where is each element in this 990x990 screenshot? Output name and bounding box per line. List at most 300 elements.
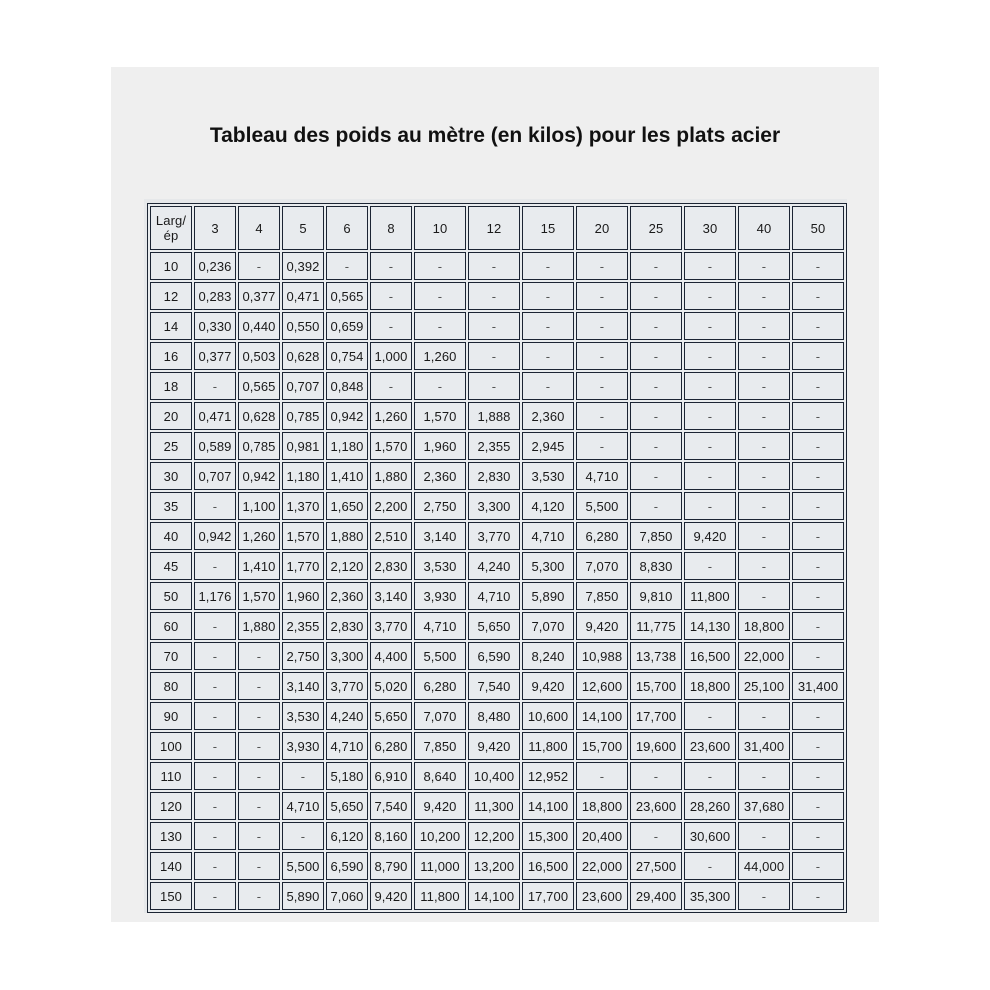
row-header-width: 90	[150, 702, 192, 730]
weight-cell: 0,503	[238, 342, 280, 370]
weight-cell: 11,800	[414, 882, 466, 910]
weight-cell: -	[414, 312, 466, 340]
weight-cell: -	[238, 702, 280, 730]
weight-cell: -	[792, 882, 844, 910]
weight-cell: 6,910	[370, 762, 412, 790]
row-header-width: 100	[150, 732, 192, 760]
weight-cell: -	[576, 312, 628, 340]
weight-cell: 5,020	[370, 672, 412, 700]
weight-cell: -	[282, 822, 324, 850]
weight-cell: 0,848	[326, 372, 368, 400]
weight-cell: 0,377	[238, 282, 280, 310]
table-row	[150, 462, 844, 490]
weight-cell: 0,589	[194, 432, 236, 460]
table-row	[150, 882, 844, 910]
weight-cell: 1,880	[370, 462, 412, 490]
weight-cell: 5,650	[370, 702, 412, 730]
weight-cell: 19,600	[630, 732, 682, 760]
weight-cell: -	[414, 282, 466, 310]
weight-cell: -	[522, 312, 574, 340]
weight-cell: 30,600	[684, 822, 736, 850]
weight-cell: -	[238, 852, 280, 880]
row-header-width: 70	[150, 642, 192, 670]
weight-cell: 0,550	[282, 312, 324, 340]
weight-cell: -	[738, 462, 790, 490]
weight-cell: 1,650	[326, 492, 368, 520]
weight-cell: -	[684, 372, 736, 400]
row-header-width: 60	[150, 612, 192, 640]
weight-cell: 3,530	[522, 462, 574, 490]
weight-cell: 13,200	[468, 852, 520, 880]
table-row	[150, 432, 844, 460]
weight-cell: 2,750	[282, 642, 324, 670]
weight-cell: -	[522, 252, 574, 280]
weight-cell: -	[194, 492, 236, 520]
weight-cell: 1,570	[370, 432, 412, 460]
weight-cell: -	[738, 702, 790, 730]
weight-cell: 4,240	[468, 552, 520, 580]
column-header-thickness: 6	[326, 206, 368, 250]
weight-cell: -	[414, 252, 466, 280]
weight-cell: 3,140	[282, 672, 324, 700]
weight-cell: -	[630, 432, 682, 460]
weight-cell: 5,890	[282, 882, 324, 910]
table-row	[150, 552, 844, 580]
weight-cell: 4,400	[370, 642, 412, 670]
weight-cell: -	[194, 792, 236, 820]
weight-cell: 25,100	[738, 672, 790, 700]
weight-cell: -	[792, 402, 844, 430]
column-header-thickness: 10	[414, 206, 466, 250]
weight-cell: 6,280	[414, 672, 466, 700]
weight-cell: 18,800	[684, 672, 736, 700]
weight-cell: 2,200	[370, 492, 412, 520]
weight-cell: 1,888	[468, 402, 520, 430]
weight-cell: 10,600	[522, 702, 574, 730]
table-body	[150, 252, 844, 910]
table-row	[150, 852, 844, 880]
weight-cell: 4,240	[326, 702, 368, 730]
weight-cell: 0,283	[194, 282, 236, 310]
weight-cell: 3,140	[414, 522, 466, 550]
weight-cell: 0,981	[282, 432, 324, 460]
weight-cell: -	[194, 702, 236, 730]
weight-cell: 22,000	[738, 642, 790, 670]
weight-cell: 1,570	[282, 522, 324, 550]
weight-cell: 11,775	[630, 612, 682, 640]
weight-cell: -	[468, 372, 520, 400]
weight-cell: -	[238, 792, 280, 820]
weight-cell: -	[792, 642, 844, 670]
weight-cell: -	[792, 762, 844, 790]
weight-cell: 3,300	[326, 642, 368, 670]
weight-cell: 22,000	[576, 852, 628, 880]
table-row	[150, 762, 844, 790]
weight-cell: 7,070	[576, 552, 628, 580]
weight-cell: 15,700	[630, 672, 682, 700]
weight-cell: 37,680	[738, 792, 790, 820]
row-header-width: 14	[150, 312, 192, 340]
weight-cell: 0,628	[282, 342, 324, 370]
weight-cell: 17,700	[630, 702, 682, 730]
weight-cell: 8,830	[630, 552, 682, 580]
weight-cell: 17,700	[522, 882, 574, 910]
weight-cell: -	[194, 732, 236, 760]
weight-cell: 0,471	[194, 402, 236, 430]
weight-cell: -	[630, 282, 682, 310]
weight-cell: -	[738, 312, 790, 340]
weight-cell: 11,000	[414, 852, 466, 880]
weight-cell: 23,600	[630, 792, 682, 820]
weight-cell: 5,500	[282, 852, 324, 880]
weight-cell: 5,890	[522, 582, 574, 610]
weight-cell: 5,500	[576, 492, 628, 520]
weight-cell: -	[738, 582, 790, 610]
weight-cell: 3,300	[468, 492, 520, 520]
row-header-width: 130	[150, 822, 192, 850]
weight-cell: 2,510	[370, 522, 412, 550]
weight-cell: -	[792, 252, 844, 280]
weight-cell: 11,800	[684, 582, 736, 610]
weight-cell: -	[630, 762, 682, 790]
weight-cell: 4,710	[522, 522, 574, 550]
weight-cell: 2,360	[522, 402, 574, 430]
weight-cell: -	[738, 822, 790, 850]
weight-cell: 9,420	[370, 882, 412, 910]
weight-cell: -	[468, 342, 520, 370]
weight-cell: -	[194, 372, 236, 400]
weight-cell: 1,176	[194, 582, 236, 610]
weight-cell: 8,480	[468, 702, 520, 730]
column-header-thickness: 40	[738, 206, 790, 250]
weight-cell: 7,540	[468, 672, 520, 700]
table-row	[150, 372, 844, 400]
weight-cell: 0,471	[282, 282, 324, 310]
weight-cell: 0,785	[238, 432, 280, 460]
weight-cell: -	[792, 852, 844, 880]
weight-cell: 16,500	[522, 852, 574, 880]
row-header-width: 30	[150, 462, 192, 490]
weight-cell: 0,707	[194, 462, 236, 490]
weight-cell: 3,530	[282, 702, 324, 730]
weight-cell: -	[792, 732, 844, 760]
weight-cell: -	[738, 402, 790, 430]
weight-cell: 6,280	[576, 522, 628, 550]
weight-cell: 14,130	[684, 612, 736, 640]
weight-cell: 4,710	[326, 732, 368, 760]
weight-cell: 1,570	[238, 582, 280, 610]
weight-cell: 13,738	[630, 642, 682, 670]
weight-cell: 10,400	[468, 762, 520, 790]
weight-cell: 1,880	[326, 522, 368, 550]
weight-cell: 9,420	[522, 672, 574, 700]
weight-cell: -	[194, 762, 236, 790]
weight-cell: -	[630, 252, 682, 280]
weight-cell: -	[576, 372, 628, 400]
weight-cell: 0,942	[326, 402, 368, 430]
weight-cell: 4,710	[414, 612, 466, 640]
weight-cell: -	[238, 642, 280, 670]
weight-cell: -	[630, 342, 682, 370]
weight-cell: 1,000	[370, 342, 412, 370]
table-row	[150, 282, 844, 310]
row-header-width: 18	[150, 372, 192, 400]
weight-cell: 1,410	[238, 552, 280, 580]
table-row	[150, 252, 844, 280]
weight-cell: -	[370, 312, 412, 340]
weight-cell: 1,260	[370, 402, 412, 430]
weight-cell: -	[238, 672, 280, 700]
weight-cell: 8,160	[370, 822, 412, 850]
weight-cell: 1,770	[282, 552, 324, 580]
weight-cell: 3,770	[468, 522, 520, 550]
weight-cell: 0,628	[238, 402, 280, 430]
weight-cell: -	[792, 432, 844, 460]
weight-cell: -	[630, 462, 682, 490]
weight-cell: 28,260	[684, 792, 736, 820]
row-header-width: 110	[150, 762, 192, 790]
column-header-thickness: 12	[468, 206, 520, 250]
weight-cell: -	[684, 342, 736, 370]
weight-cell: 5,180	[326, 762, 368, 790]
weight-cell: 14,100	[576, 702, 628, 730]
weight-cell: 0,440	[238, 312, 280, 340]
row-header-width: 50	[150, 582, 192, 610]
weight-cell: -	[522, 342, 574, 370]
row-header-width: 35	[150, 492, 192, 520]
weight-cell: 12,600	[576, 672, 628, 700]
row-header-width: 20	[150, 402, 192, 430]
weight-cell: 2,355	[282, 612, 324, 640]
weight-cell: 3,530	[414, 552, 466, 580]
weight-cell: 10,988	[576, 642, 628, 670]
table-row	[150, 702, 844, 730]
weight-cell: -	[194, 552, 236, 580]
weight-cell: 0,942	[194, 522, 236, 550]
weight-cell: 7,070	[522, 612, 574, 640]
weight-cell: -	[194, 612, 236, 640]
weight-cell: -	[414, 372, 466, 400]
weight-cell: -	[370, 372, 412, 400]
weight-cell: -	[194, 672, 236, 700]
weight-cell: 12,200	[468, 822, 520, 850]
weight-cell: 18,800	[738, 612, 790, 640]
table-container	[144, 199, 847, 913]
weight-cell: -	[630, 402, 682, 430]
weight-cell: -	[738, 522, 790, 550]
weight-cell: -	[194, 822, 236, 850]
weight-cell: -	[576, 342, 628, 370]
weight-cell: -	[238, 882, 280, 910]
weight-cell: 1,260	[414, 342, 466, 370]
weight-cell: 18,800	[576, 792, 628, 820]
table-row	[150, 342, 844, 370]
weight-cell: 1,180	[326, 432, 368, 460]
weight-cell: 5,500	[414, 642, 466, 670]
weight-cell: 8,790	[370, 852, 412, 880]
weight-cell: -	[738, 882, 790, 910]
weight-cell: -	[738, 342, 790, 370]
weight-cell: 0,754	[326, 342, 368, 370]
weight-cell: 4,710	[576, 462, 628, 490]
weight-cell: -	[576, 252, 628, 280]
weight-cell: 0,785	[282, 402, 324, 430]
weight-cell: 9,420	[576, 612, 628, 640]
weight-cell: -	[792, 372, 844, 400]
table-row	[150, 792, 844, 820]
weight-cell: 7,070	[414, 702, 466, 730]
weight-cell: 3,770	[370, 612, 412, 640]
weight-cell: -	[630, 372, 682, 400]
weight-cell: -	[194, 852, 236, 880]
weight-cell: 2,355	[468, 432, 520, 460]
weight-cell: 14,100	[468, 882, 520, 910]
weight-cell: 16,500	[684, 642, 736, 670]
weight-cell: -	[576, 402, 628, 430]
weight-cell: -	[194, 642, 236, 670]
weight-cell: 5,650	[326, 792, 368, 820]
weight-cell: -	[684, 702, 736, 730]
table-row	[150, 492, 844, 520]
weight-cell: -	[738, 252, 790, 280]
weight-cell: 1,880	[238, 612, 280, 640]
weight-cell: 0,377	[194, 342, 236, 370]
weight-cell: -	[684, 282, 736, 310]
weight-cell: -	[370, 282, 412, 310]
table-row	[150, 732, 844, 760]
weight-cell: 7,850	[630, 522, 682, 550]
weight-cell: 0,236	[194, 252, 236, 280]
header-row	[150, 206, 844, 250]
row-header-width: 12	[150, 282, 192, 310]
weight-cell: -	[576, 282, 628, 310]
weight-cell: -	[468, 282, 520, 310]
column-header-thickness: 25	[630, 206, 682, 250]
weight-cell: -	[238, 732, 280, 760]
weight-cell: -	[468, 312, 520, 340]
weight-cell: 2,830	[468, 462, 520, 490]
weight-cell: 0,392	[282, 252, 324, 280]
row-header-width: 10	[150, 252, 192, 280]
table-row	[150, 522, 844, 550]
weight-cell: 11,300	[468, 792, 520, 820]
column-header-thickness: 50	[792, 206, 844, 250]
weight-cell: -	[238, 762, 280, 790]
weight-cell: 3,930	[414, 582, 466, 610]
weight-cell: 35,300	[684, 882, 736, 910]
weight-cell: -	[792, 612, 844, 640]
column-header-thickness: 30	[684, 206, 736, 250]
weight-cell: 14,100	[522, 792, 574, 820]
weight-cell: 9,420	[414, 792, 466, 820]
table-row	[150, 402, 844, 430]
weight-cell: 3,770	[326, 672, 368, 700]
weight-cell: -	[738, 432, 790, 460]
row-header-width: 16	[150, 342, 192, 370]
table-row	[150, 312, 844, 340]
weight-cell: 2,360	[326, 582, 368, 610]
column-header-thickness: 3	[194, 206, 236, 250]
weight-cell: 9,810	[630, 582, 682, 610]
column-header-thickness: 5	[282, 206, 324, 250]
weight-cell: 10,200	[414, 822, 466, 850]
weight-cell: 7,850	[414, 732, 466, 760]
weight-cell: -	[684, 552, 736, 580]
weight-cell: -	[370, 252, 412, 280]
weight-cell: 1,960	[282, 582, 324, 610]
column-header-thickness: 8	[370, 206, 412, 250]
weight-cell: 2,120	[326, 552, 368, 580]
weight-cell: -	[792, 492, 844, 520]
weight-cell: 3,930	[282, 732, 324, 760]
weight-cell: -	[326, 252, 368, 280]
weight-cell: 2,360	[414, 462, 466, 490]
weight-cell: 20,400	[576, 822, 628, 850]
weight-cell: 6,280	[370, 732, 412, 760]
row-header-width: 120	[150, 792, 192, 820]
table-row	[150, 642, 844, 670]
weight-cell: -	[238, 252, 280, 280]
weight-cell: -	[792, 462, 844, 490]
weight-cell: 0,565	[238, 372, 280, 400]
weight-cell: 4,710	[282, 792, 324, 820]
weight-cell: 11,800	[522, 732, 574, 760]
weight-cell: 12,952	[522, 762, 574, 790]
weight-cell: 23,600	[684, 732, 736, 760]
weight-cell: 5,300	[522, 552, 574, 580]
weight-cell: -	[522, 282, 574, 310]
weight-cell: 0,330	[194, 312, 236, 340]
weight-cell: 1,410	[326, 462, 368, 490]
column-header-thickness: 4	[238, 206, 280, 250]
weight-cell: 0,707	[282, 372, 324, 400]
weight-cell: -	[576, 432, 628, 460]
weight-cell: -	[738, 552, 790, 580]
row-header-width: 80	[150, 672, 192, 700]
steel-flat-weights-table	[147, 203, 847, 913]
corner-label-thickness: ép	[163, 228, 179, 243]
weight-cell: 7,850	[576, 582, 628, 610]
weight-cell: -	[792, 582, 844, 610]
weight-cell: -	[684, 402, 736, 430]
weight-cell: 4,120	[522, 492, 574, 520]
weight-cell: 1,960	[414, 432, 466, 460]
weight-cell: 23,600	[576, 882, 628, 910]
weight-cell: 5,650	[468, 612, 520, 640]
weight-cell: -	[684, 252, 736, 280]
row-header-width: 140	[150, 852, 192, 880]
weight-cell: -	[684, 462, 736, 490]
weight-cell: -	[738, 372, 790, 400]
table-row	[150, 612, 844, 640]
weight-cell: -	[684, 852, 736, 880]
weight-cell: 8,240	[522, 642, 574, 670]
row-header-width: 45	[150, 552, 192, 580]
weight-cell: 1,260	[238, 522, 280, 550]
row-header-width: 150	[150, 882, 192, 910]
weight-cell: -	[684, 432, 736, 460]
weight-cell: 1,570	[414, 402, 466, 430]
weight-cell: -	[282, 762, 324, 790]
weight-cell: -	[630, 492, 682, 520]
weight-cell: 7,540	[370, 792, 412, 820]
weight-cell: 2,830	[370, 552, 412, 580]
weight-cell: -	[792, 312, 844, 340]
weight-cell: 44,000	[738, 852, 790, 880]
weight-cell: -	[792, 702, 844, 730]
weight-cell: 6,120	[326, 822, 368, 850]
weight-cell: 15,700	[576, 732, 628, 760]
